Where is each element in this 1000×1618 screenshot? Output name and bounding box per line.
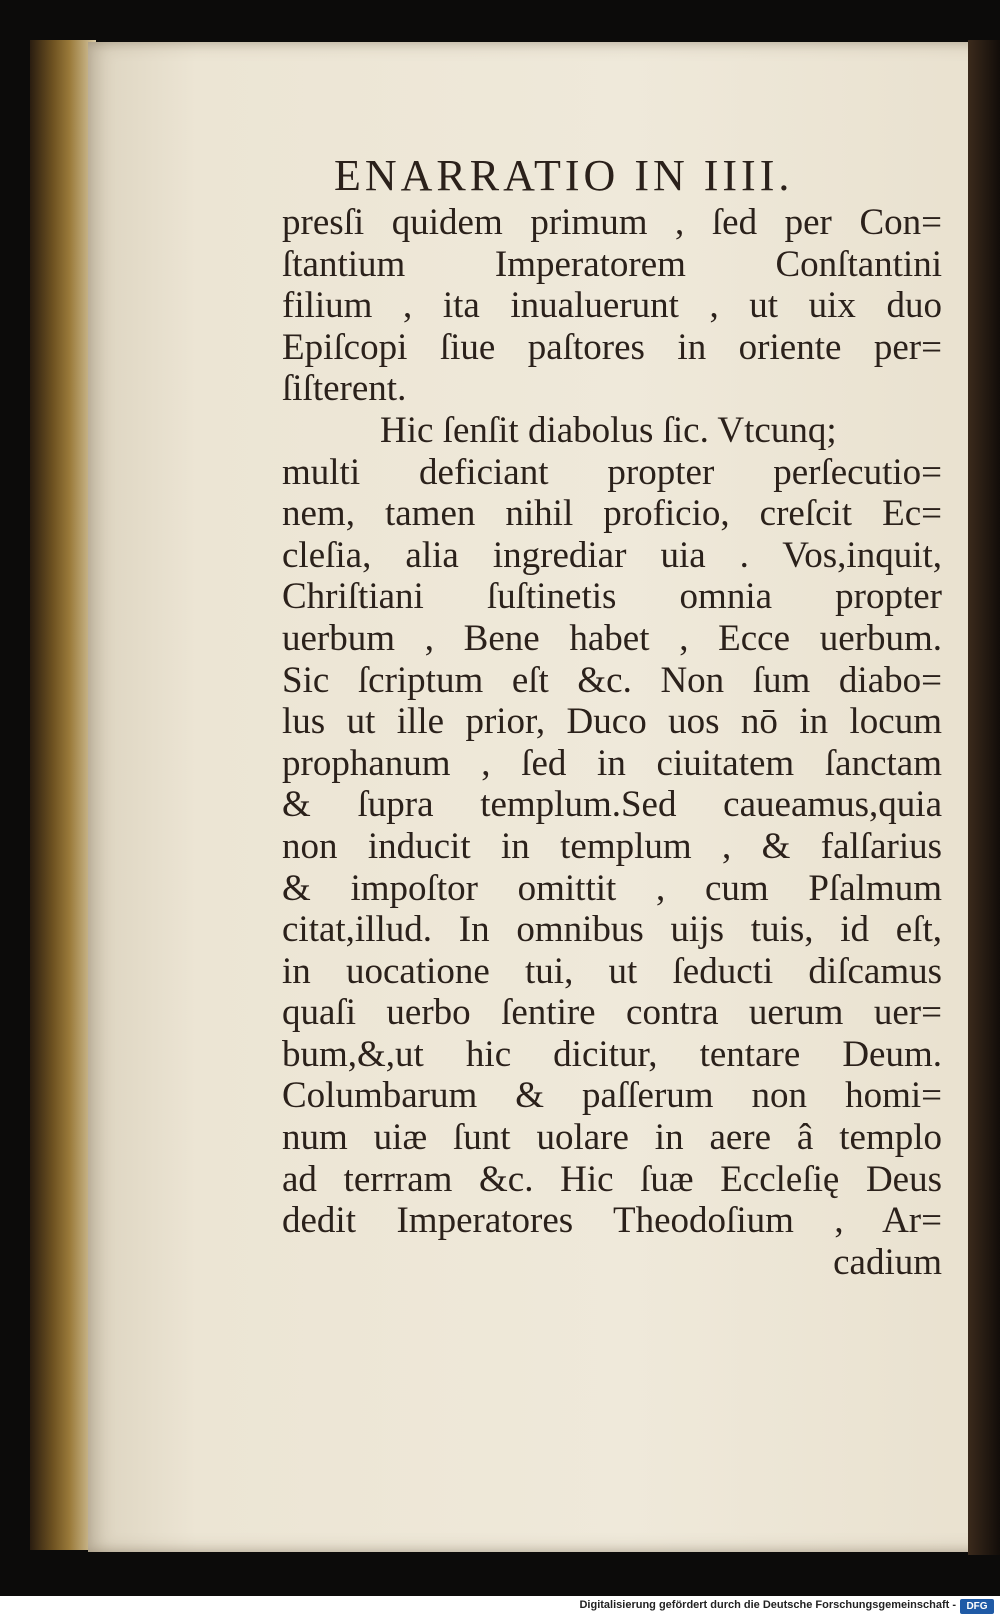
text-line: cleſia, alia ingrediar uia . Vos,inquit,	[282, 534, 942, 576]
text-line: presſi quidem primum , ſed per Con=	[282, 202, 942, 243]
text-line: quaſi uerbo ſentire contra uerum uer=	[282, 992, 942, 1034]
running-head: ENARRATIO IN IIII.	[334, 151, 794, 200]
digitization-footer	[0, 1596, 1000, 1618]
book-spine	[30, 40, 96, 1550]
text-line: num uiæ ſunt uolare in aere â templo	[282, 1117, 942, 1159]
text-line: Epiſcopi ſiue paſtores in oriente per=	[282, 326, 942, 368]
text-line: lus ut ille prior, Duco uos nō in locum	[282, 701, 942, 743]
text-line: non inducit in templum , & falſarius	[282, 825, 942, 867]
footer-credit: Digitalisierung gefördert durch die Deutsche Forschungsgemeinschaft -	[579, 1599, 956, 1611]
text-line: ſiſterent.	[282, 368, 407, 410]
text-line: dedit Imperatores Theodoſium , Ar=	[282, 1200, 942, 1242]
catchword: cadium	[833, 1241, 942, 1283]
text-line: in uocatione tui, ut ſeducti diſcamus	[282, 950, 942, 992]
text-line: bum,&,ut hic dicitur, tentare Deum.	[282, 1033, 942, 1075]
dfg-logo: DFG	[960, 1599, 994, 1614]
text-line: prophanum , ſed in ciuitatem ſanctam	[282, 742, 942, 784]
text-line: filium , ita inualuerunt , ut uix duo	[282, 285, 942, 327]
text-line: & ſupra templum.Sed caueamus,quia	[282, 784, 942, 826]
text-line: citat,illud. In omnibus uijs tuis, id eſt,	[282, 909, 942, 951]
text-line: & impoſtor omittit , cum Pſalmum	[282, 867, 942, 909]
text-line: Chriſtiani ſuſtinetis omnia propter	[282, 576, 942, 618]
text-line: uerbum , Bene habet , Ecce uerbum.	[282, 617, 942, 659]
text-line: multi deficiant propter perſecutio=	[282, 451, 942, 493]
text-line: Columbarum & paſſerum non homi=	[282, 1075, 942, 1117]
text-line: ſtantium Imperatorem Conſtantini	[282, 243, 942, 285]
text-line: nem, tamen nihil proficio, creſcit Ec=	[282, 493, 942, 535]
page-edge	[968, 40, 1000, 1555]
text-line: ad terrram &c. Hic ſuæ Eccleſię Deus	[282, 1158, 942, 1200]
text-line: Sic ſcriptum eſt &c. Non ſum diabo=	[282, 659, 942, 701]
text-line: Hic ſenſit diabolus ſic. Vtcunq;	[380, 409, 837, 451]
page-text	[282, 150, 942, 1283]
